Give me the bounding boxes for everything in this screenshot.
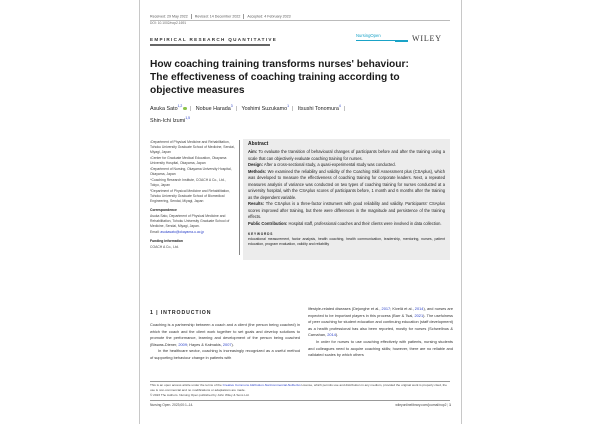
page-number: 1 bbox=[449, 403, 451, 407]
author[interactable]: Asuka Sato$^{1,2}$ bbox=[150, 106, 187, 112]
author[interactable]: Itsushi Tonomura$^4$ bbox=[297, 104, 341, 112]
copyright: © 2023 The Authors. Nursing Open published by John Wiley & Sons Ltd. bbox=[150, 393, 250, 397]
journal-logo-accent bbox=[395, 40, 408, 42]
abstract-public-contribution: Public Contribution: Hospital staff, professional coaches and their clients were involved in data collection. bbox=[248, 221, 442, 227]
orcid-icon[interactable] bbox=[183, 107, 187, 111]
keywords-label: KEYWORDS bbox=[248, 231, 274, 236]
sidebar-info bbox=[150, 140, 235, 251]
abstract-heading: Abstract bbox=[248, 141, 269, 147]
correspondence-label: Correspondence bbox=[150, 208, 177, 212]
paragraph: Coaching is a partnership between a coach and a client (the person being coached) in which the coach and the client work together to set goals and develop solutions to promote the performance, learning and development of the person being coached (Biswas-Diener, 2009; Hayes & Kalmakis, 2007). bbox=[150, 322, 300, 347]
journal-logo[interactable]: NursingOpen bbox=[356, 33, 381, 38]
correspondence-email-line: Email: asukasato@okayama-u.ac.jp bbox=[150, 230, 205, 234]
paper-page bbox=[139, 0, 462, 424]
category-underline bbox=[150, 44, 270, 46]
divider bbox=[243, 14, 244, 19]
journal-website[interactable]: wileyonlinelibrary.com/journal/nop2 bbox=[395, 403, 447, 407]
paragraph: In the healthcare sector, coaching is increasingly recognized as a useful method of supporting behaviour change in patients with bbox=[150, 348, 300, 360]
license-footnote: This is an open access article under the terms of the Creative Commons Attribution-NonCommercial-NoDerivs License, which permits use and distribution in any medium, provided the original work is properly cited, the use is non-commercial and no modifications or adaptations are made. © 2023 The Authors. Nursing Open published by John Wiley & Sons Ltd. bbox=[150, 383, 447, 397]
citation-link[interactable]: 2017 bbox=[381, 306, 391, 311]
affiliation: ³Department of Nursing, Okayama University Hospital, Okayama, Japan bbox=[150, 167, 232, 176]
license-link[interactable]: Creative Commons Attribution-NonCommercial-NoDerivs bbox=[222, 383, 301, 387]
citation-link[interactable]: 2021 bbox=[414, 312, 424, 318]
affiliation: ²Center for Graduate Medical Education, Okayama University Hospital, Okayama, Japan bbox=[150, 156, 227, 165]
section-heading-introduction: 1 | INTRODUCTION bbox=[150, 310, 212, 316]
journal-reference: Nursing Open. 2023;00:1–14. bbox=[150, 403, 194, 407]
doi[interactable]: DOI: 10.1002/nop2.1691 bbox=[150, 21, 187, 25]
paragraph: In order for nurses to use coaching effectively with patients, nursing students and colleagues need to acquire coaching skills; however, there are no reliable and validated scales by which others bbox=[308, 338, 453, 358]
accepted-date: Accepted: 4 February 2023 bbox=[247, 14, 291, 19]
citation-link[interactable]: 2009 bbox=[178, 341, 187, 347]
abstract-aim: Aim: To evaluate the transition of behavioural changes of participants before and after the training using a scale that can objectively evaluate coaching training for nurses. bbox=[248, 149, 445, 161]
column-divider bbox=[239, 140, 240, 255]
article-category: EMPIRICAL RESEARCH QUANTITATIVE bbox=[150, 37, 278, 42]
abstract-box bbox=[243, 139, 450, 260]
citation-link[interactable]: 2014 bbox=[327, 332, 336, 338]
author-list: Asuka Sato$^{1,2}$ | Nobue Harada$^3$ | Yoshimi Suzukamo$^1$ | Itsushi Tonomura$^4$ | Shin-Ichi Izumi$^{1,5}$ bbox=[150, 104, 346, 124]
paragraph: lifestyle-related diseases (Dejonghe et al., 2017; Kivelä et al., 2014), and nurses are expected to be important players in this process (Barr & Tsai, 2021). The usefulness of peer coaching for student education and continuing education (staff development) as a health professional has also been reported, mostly for nurses (Schwellnus & Carnahan, 2014). bbox=[308, 306, 454, 338]
correspondence-text: Asuka Sato, Department of Physical Medicine and Rehabilitation, Tohoku University Graduate School of Medicine, Sendai, Miyagi, Japan. bbox=[150, 214, 230, 228]
author[interactable]: Yoshimi Suzukamo$^1$ bbox=[241, 104, 290, 112]
page-footer-right: wileyonlinelibrary.com/journal/nop2 | 1 bbox=[395, 403, 451, 407]
header-rule bbox=[150, 20, 450, 21]
footer-rule bbox=[150, 381, 450, 382]
divider bbox=[191, 14, 192, 19]
citation-link[interactable]: 2007 bbox=[222, 341, 232, 347]
article-dates bbox=[150, 14, 291, 19]
funding-label: Funding information bbox=[150, 239, 183, 243]
body-column-2 bbox=[308, 306, 453, 359]
abstract-design: Design: After a cross-sectional study, a quasi-experimental study was conducted. bbox=[248, 162, 396, 168]
abstract-methods: Methods: We examined the reliability and validity of the Coaching Skill Assessment plus (CSAplus), which was developed to measure the effectiveness of coaching training for corporate leaders. Next, a repeated measures analysis of variance was conducted on two types of coaching training for nurses conducted at a university hospital, with the CSAplus scores of participants before, 1 month and 6 months after the training as the dependent variable. bbox=[248, 168, 445, 200]
received-date: Received: 29 May 2022 bbox=[150, 14, 188, 19]
abstract-results: Results: The CSAplus is a three-factor instrument with good reliability and validity. Participants' CSAplus scores improved after training, but there were differences in the magnitude and persistence of the training effects. bbox=[248, 201, 445, 220]
author[interactable]: Nobue Harada$^3$ bbox=[195, 104, 233, 112]
publisher-logo[interactable]: WILEY bbox=[412, 34, 442, 43]
article-title: How coaching training transforms nurses' behaviour: The effectiveness of coaching training according to objective measures bbox=[150, 59, 409, 96]
revised-date: Revised: 14 December 2022 bbox=[194, 14, 241, 19]
affiliation: ⁴Coaching Research Institute, COACH A Co., Ltd., Tokyo, Japan bbox=[150, 178, 226, 187]
funding-text: COACH A Co., Ltd. bbox=[150, 245, 179, 249]
author[interactable]: Shin-Ichi Izumi$^{1,5}$ bbox=[150, 115, 191, 124]
email-link[interactable]: asukasato@okayama-u.ac.jp bbox=[160, 230, 205, 234]
affiliation: ⁵Department of Physical Medicine and Rehabilitation, Tohoku University Graduate School of Biomedical Engineering, Sendai, Miyagi, Japan bbox=[150, 189, 230, 203]
body-column-1 bbox=[150, 322, 300, 362]
citation-link[interactable]: 2014 bbox=[414, 306, 424, 311]
footer-rule bbox=[150, 400, 450, 401]
keywords: educational measurement, factor analysis, health coaching, health communication, leadership, mentoring, nurses, patient education, program evaluation, validity and reliability bbox=[248, 236, 445, 246]
affiliation: ¹Department of Physical Medicine and Rehabilitation, Tohoku University Graduate School of Medicine, Sendai, Miyagi, Japan bbox=[150, 140, 235, 154]
